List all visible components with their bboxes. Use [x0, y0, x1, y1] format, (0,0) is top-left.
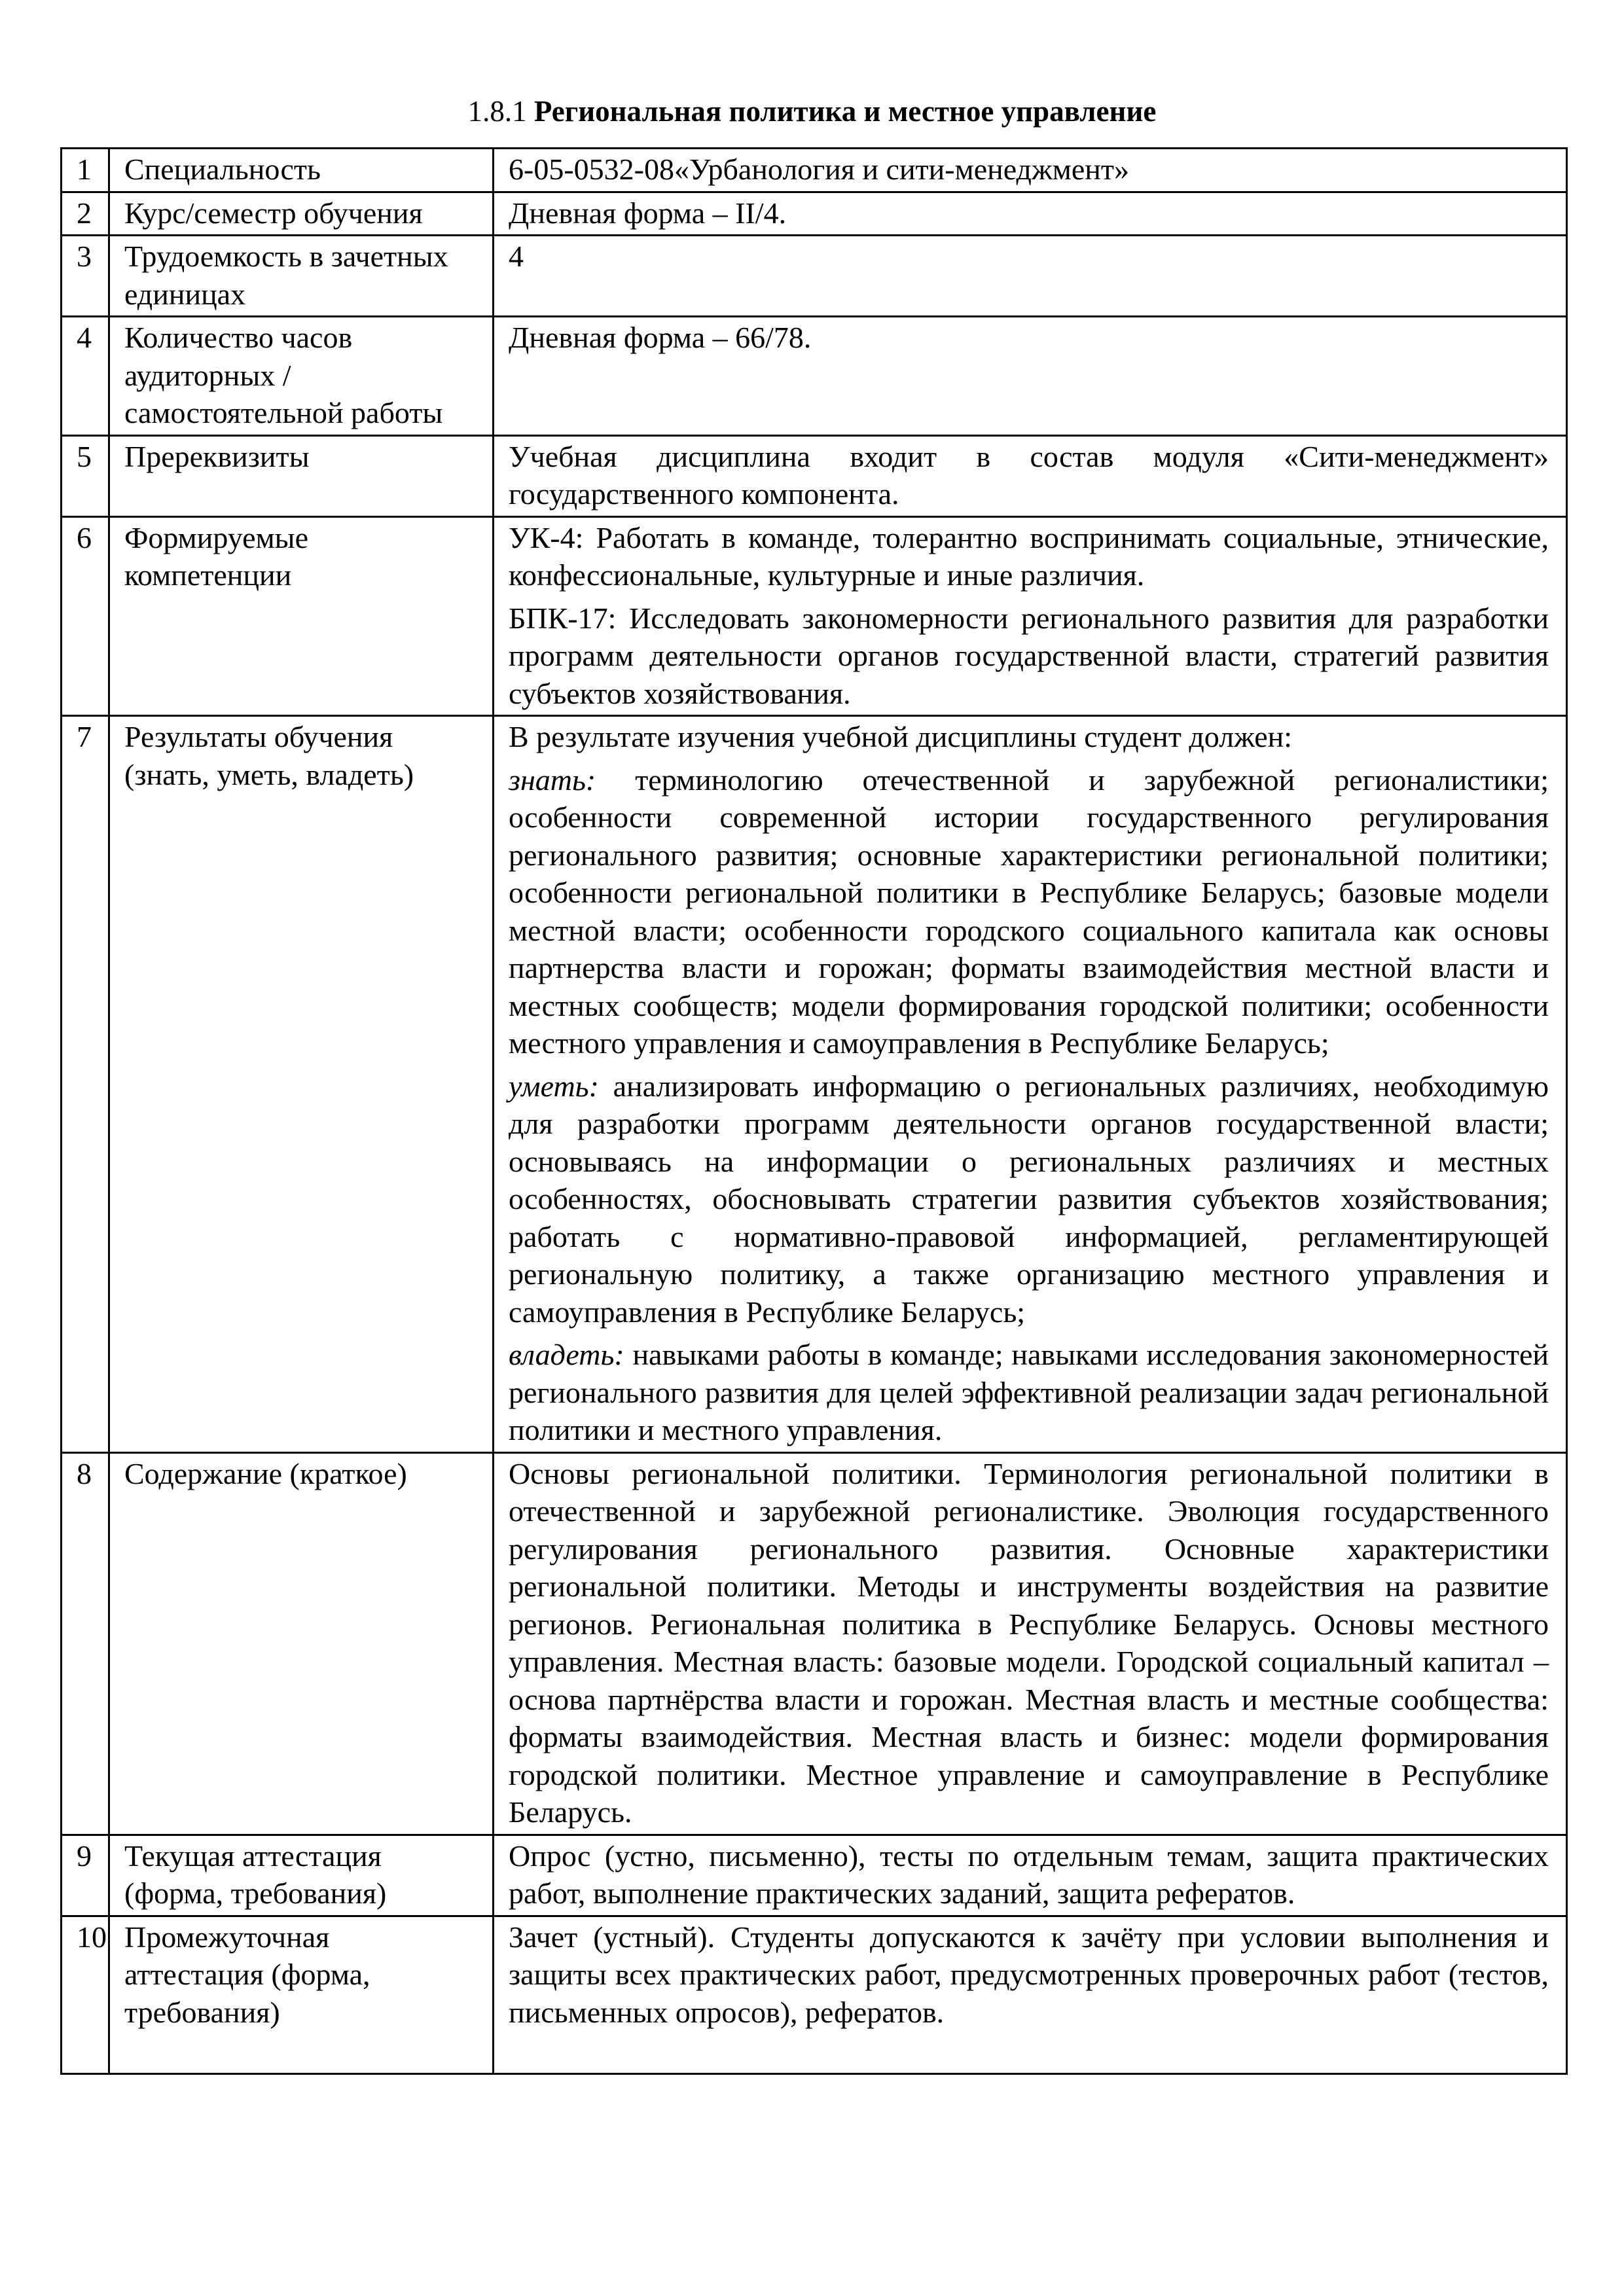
- section-title-text: Региональная политика и местное управление: [533, 95, 1157, 128]
- outcome-own-label: владеть:: [509, 1338, 624, 1371]
- table-row: [62, 716, 1567, 1453]
- row-value: 4: [494, 236, 1567, 317]
- row-number: 2: [62, 192, 109, 236]
- outcomes-intro: В результате изучения учебной дисциплины студент должен:: [509, 720, 1293, 753]
- row-label: Результаты обучения (знать, уметь, владеть): [109, 716, 494, 1453]
- table-row: [62, 435, 1567, 516]
- row-number: 6: [62, 516, 109, 716]
- row-value: Учебная дисциплина входит в состав модуля «Сити-менеджмент» государственного компонента.: [494, 435, 1567, 516]
- row-value: Основы региональной политики. Терминология региональной политики в отечественной и зарубежной регионалистике. Эволюция государственного регулирования регионального развития. Основные характеристики региональной политики. Методы и инструменты воздействия на развитие регионов. Региональная политика в Республике Беларусь. Основы местного управления. Местная власть: базовые модели. Городской социальный капитал – основа партнёрства власти и горожан. Местная власть и местные сообщества: форматы взаимодействия. Местная власть и бизнес: модели формирования городской политики. Местное управление и самоуправление в Республике Беларусь.: [494, 1452, 1567, 1835]
- row-value: Дневная форма – II/4.: [494, 192, 1567, 236]
- outcome-can-label: уметь:: [509, 1069, 599, 1103]
- row-number: 9: [62, 1835, 109, 1916]
- table-row: [62, 1916, 1567, 2074]
- row-number: 4: [62, 317, 109, 436]
- outcome-know-text: терминологию отечественной и зарубежной регионалистики; особенности современной истории государственного регулирования регионального развития; основные характеристики региональной политики; особенности региональной политики в Республике Беларусь; базовые модели местной власти; особенности городского социального капитала как основы партнерства власти и горожан; форматы взаимодействия местной власти и местных сообществ; модели формирования городской политики; особенности местного управления и самоуправления в Республике Беларусь;: [509, 762, 1549, 1060]
- row-number: 5: [62, 435, 109, 516]
- row-label: Промежуточная аттестация (форма, требования): [109, 1916, 494, 2074]
- row-label: Формируемые компетенции: [109, 516, 494, 716]
- row-value: [494, 516, 1567, 716]
- competence-bpk17: БПК-17: Исследовать закономерности регионального развития для разработки программ деятельности органов государственной власти, стратегий развития субъектов хозяйствования.: [509, 601, 1549, 710]
- table-row: [62, 236, 1567, 317]
- row-label: Количество часов аудиторных / самостоятельной работы: [109, 317, 494, 436]
- row-value: [494, 1916, 1567, 2074]
- outcome-own: [509, 1336, 1549, 1449]
- row-number: 10: [62, 1916, 109, 2074]
- table-row: [62, 516, 1567, 716]
- row-label: Специальность: [109, 149, 494, 192]
- row-number: 1: [62, 149, 109, 192]
- row-value: Дневная форма – 66/78.: [494, 317, 1567, 436]
- table-row: [62, 192, 1567, 236]
- outcome-know: [509, 761, 1549, 1062]
- row-value: [494, 716, 1567, 1453]
- row-number: 8: [62, 1452, 109, 1835]
- outcome-can: [509, 1067, 1549, 1331]
- section-number: 1.8.1: [467, 95, 527, 128]
- row-number: 3: [62, 236, 109, 317]
- table-row: [62, 317, 1567, 436]
- row-value-text: Зачет (устный). Студенты допускаются к зачёту при условии выполнения и защиты всех практических работ, предусмотренных проверочных работ (тестов, письменных опросов), рефератов.: [509, 1920, 1549, 2029]
- row-label: Содержание (краткое): [109, 1452, 494, 1835]
- row-value: 6-05-0532-08«Урбанология и сити-менеджмент»: [494, 149, 1567, 192]
- row-value: Опрос (устно, письменно), тесты по отдельным темам, защита практических работ, выполнение практических заданий, защита рефератов.: [494, 1835, 1567, 1916]
- outcome-know-label: знать:: [509, 762, 596, 797]
- outcome-can-text: анализировать информацию о региональных различиях, необходимую для разработки программ деятельности органов государственной власти; основываясь на информации о региональных различиях и местных особенностях, обосновывать стратегии развития субъектов хозяйствования; работать с нормативно-правовой информацией, регламентирующей региональную политику, а также организацию местного управления и самоуправления в Республике Беларусь;: [509, 1069, 1549, 1329]
- row-number: 7: [62, 716, 109, 1453]
- row-label: Курс/семестр обучения: [109, 192, 494, 236]
- table-row: [62, 1452, 1567, 1835]
- table-row: [62, 1835, 1567, 1916]
- table-row: [62, 149, 1567, 192]
- row-label: Текущая аттестация (форма, требования): [109, 1835, 494, 1916]
- row-label: Трудоемкость в зачетных единицах: [109, 236, 494, 317]
- course-info-table: [60, 147, 1568, 2075]
- row-label: Пререквизиты: [109, 435, 494, 516]
- outcome-own-text: навыками работы в команде; навыками исследования закономерностей регионального развития для целей эффективной реализации задач региональной политики и местного управления.: [509, 1338, 1549, 1446]
- competence-uk4: УК-4: Работать в команде, толерантно воспринимать социальные, этнические, конфессиональные, культурные и иные различия.: [509, 520, 1549, 592]
- section-title: [0, 92, 1624, 131]
